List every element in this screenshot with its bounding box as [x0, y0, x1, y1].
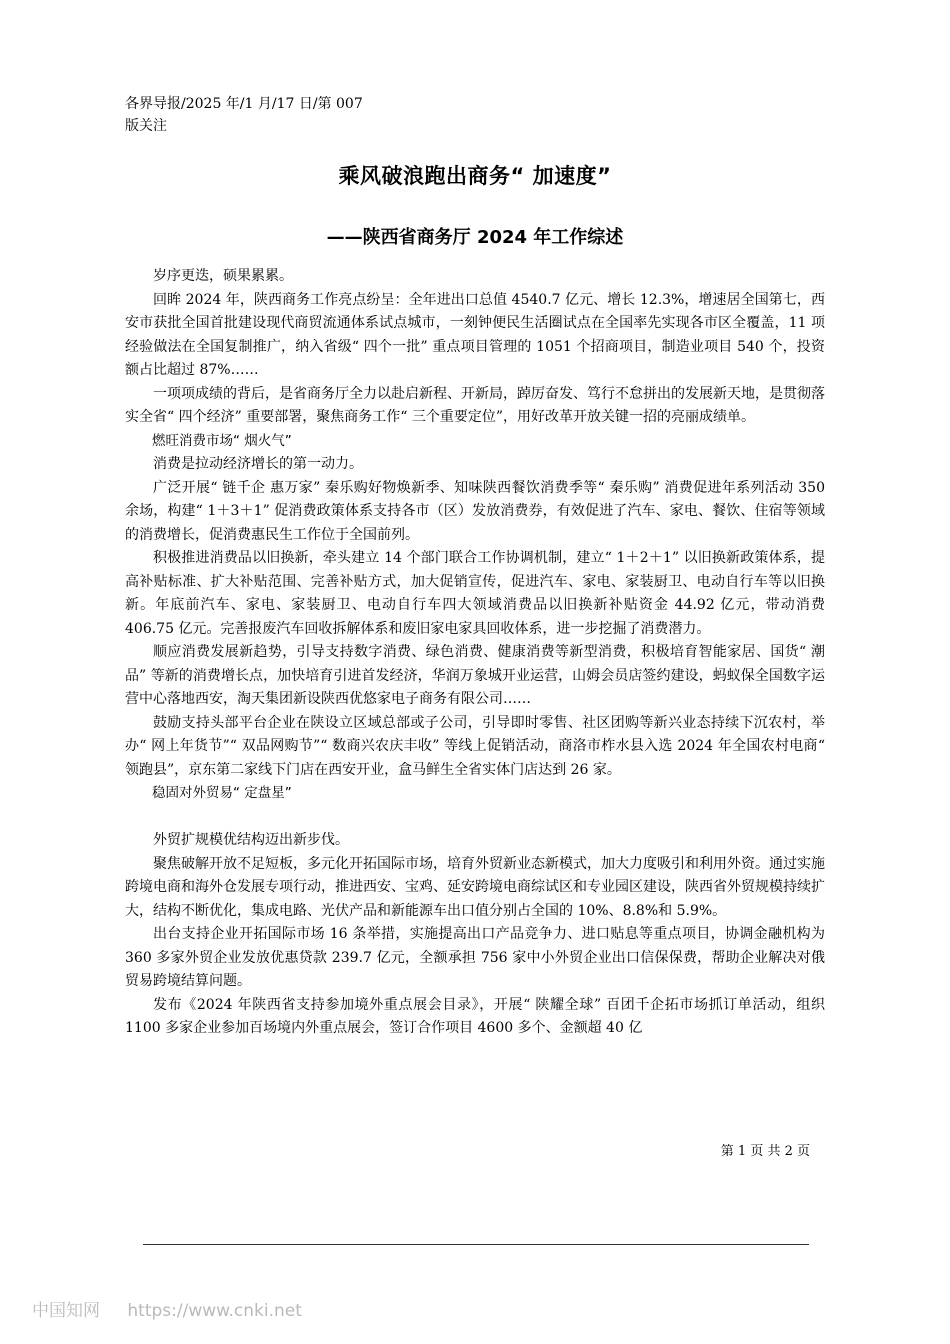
paragraph: 广泛开展“ 链千企 惠万家” 秦乐购好物焕新季、知味陕西餐饮消费季等“ 秦乐购” 消费促进年系列活动 350 余场，构建“ 1＋3＋1” 促消费政策体系支持各市（区）发放消费券，有效促进了汽车、家电、餐饮、住宿等领域的消费增长，促消费惠民生工作位于全国前列。 — [125, 479, 825, 543]
paragraph: 岁序更迭，硕果累累。 — [153, 268, 293, 284]
source-line-1: 各界导报/2025 年/1 月/17 日/第 007 — [125, 96, 363, 112]
article-subtitle: ——陕西省商务厅 2024 年工作综述 — [326, 227, 624, 248]
article-body — [125, 265, 825, 1041]
paragraph: 回眸 2024 年，陕西商务工作亮点纷呈：全年进出口总值 4540.7 亿元、增长 12.3%，增速居全国第七，西安市获批全国首批建设现代商贸流通体系试点城市，一刻钟便民生活圈试点在全国率先实现各市区全覆盖，11 项经验做法在全国复制推广，纳入省级“ 四个一批” 重点项目管理的 1051 个招商项目，制造业项目 540 个，投资额占比超过 87%…… — [125, 291, 825, 378]
paragraph: 外贸扩规模优结构迈出新步伐。 — [153, 832, 349, 848]
paragraph: 发布《2024 年陕西省支持参加境外重点展会目录》，开展“ 陕耀全球” 百团千企拓市场抓订单活动，组织 1100 多家企业参加百场境内外重点展会，签订合作项目 4600 多个、金额超 40 亿 — [125, 996, 825, 1036]
article-title: 乘风破浪跑出商务“ 加速度” — [338, 164, 612, 188]
paragraph: 出台支持企业开拓国际市场 16 条举措，实施提高出口产品竞争力、进口贴息等重点项目，协调金融机构为 360 多家外贸企业发放优惠贷款 239.7 亿元，全额承担 756 家中小外贸企业出口信保保费，帮助企业解决对俄贸易跨境结算问题。 — [125, 926, 825, 989]
page-number: 第 1 页 共 2 页 — [720, 1144, 810, 1159]
watermark-brand: 中国知网 — [32, 1301, 100, 1321]
article-source — [125, 93, 425, 137]
paragraph: 积极推进消费品以旧换新，牵头建立 14 个部门联合工作协调机制，建立“ 1＋2＋1” 以旧换新政策体系，提高补贴标准、扩大补贴范围、完善补贴方式，加大促销宣传，促进汽车、家电、家装厨卫、电动自行车等以旧换新。年底前汽车、家电、家装厨卫、电动自行车四大领域消费品以旧换新补贴资金 44.92 亿元，带动消费 406.75 亿元。完善报废汽车回收拆解体系和废旧家电家具回收体系，进一步挖掘了消费潜力。 — [125, 550, 825, 637]
blank-line — [125, 806, 825, 830]
footer-divider — [143, 1244, 809, 1245]
paragraph: 一项项成绩的背后，是省商务厅全力以赴启新程、开新局，踔厉奋发、笃行不怠拼出的发展新天地，是贯彻落实全省“ 四个经济” 重要部署，聚焦商务工作“ 三个重要定位”，用好改革开放关键一招的亮丽成绩单。 — [125, 385, 825, 425]
paragraph: 消费是拉动经济增长的第一动力。 — [153, 456, 363, 472]
section-heading: 燃旺消费市场“ 烟火气” — [152, 432, 292, 449]
cnki-watermark — [32, 1296, 302, 1321]
section-heading: 稳固对外贸易“ 定盘星” — [152, 785, 292, 801]
paragraph: 聚焦破解开放不足短板，多元化开拓国际市场，培育外贸新业态新模式，加大力度吸引和利用外资。通过实施跨境电商和海外仓发展专项行动，推进西安、宝鸡、延安跨境电商综试区和专业园区建设，陕西省外贸规模持续扩大，结构不断优化，集成电路、光伏产品和新能源车出口值分别占全国的 10%、8.8%和 5.9%。 — [125, 855, 825, 919]
source-line-2: 版关注 — [125, 118, 167, 134]
paragraph: 鼓励支持头部平台企业在陕设立区域总部或子公司，引导即时零售、社区团购等新兴业态持续下沉农村，举办“ 网上年货节”“ 双品网购节”“ 数商兴农庆丰收” 等线上促销活动，商洛市柞水县入选 2024 年全国农村电商“ 领跑县”，京东第二家线下门店在西安开业，盒马鲜生全省实体门店达到 26 家。 — [125, 714, 825, 778]
paragraph: 顺应消费发展新趋势，引导支持数字消费、绿色消费、健康消费等新型消费，积极培育智能家居、国货“ 潮品” 等新的消费增长点，加快培育引进首发经济，华润万象城开业运营，山姆会员店签约建设，蚂蚁保全国数字运营中心落地西安，淘天集团新设陕西优悠家电子商务有限公司…… — [125, 644, 825, 707]
watermark-url: https://www.cnki.net — [127, 1301, 302, 1321]
